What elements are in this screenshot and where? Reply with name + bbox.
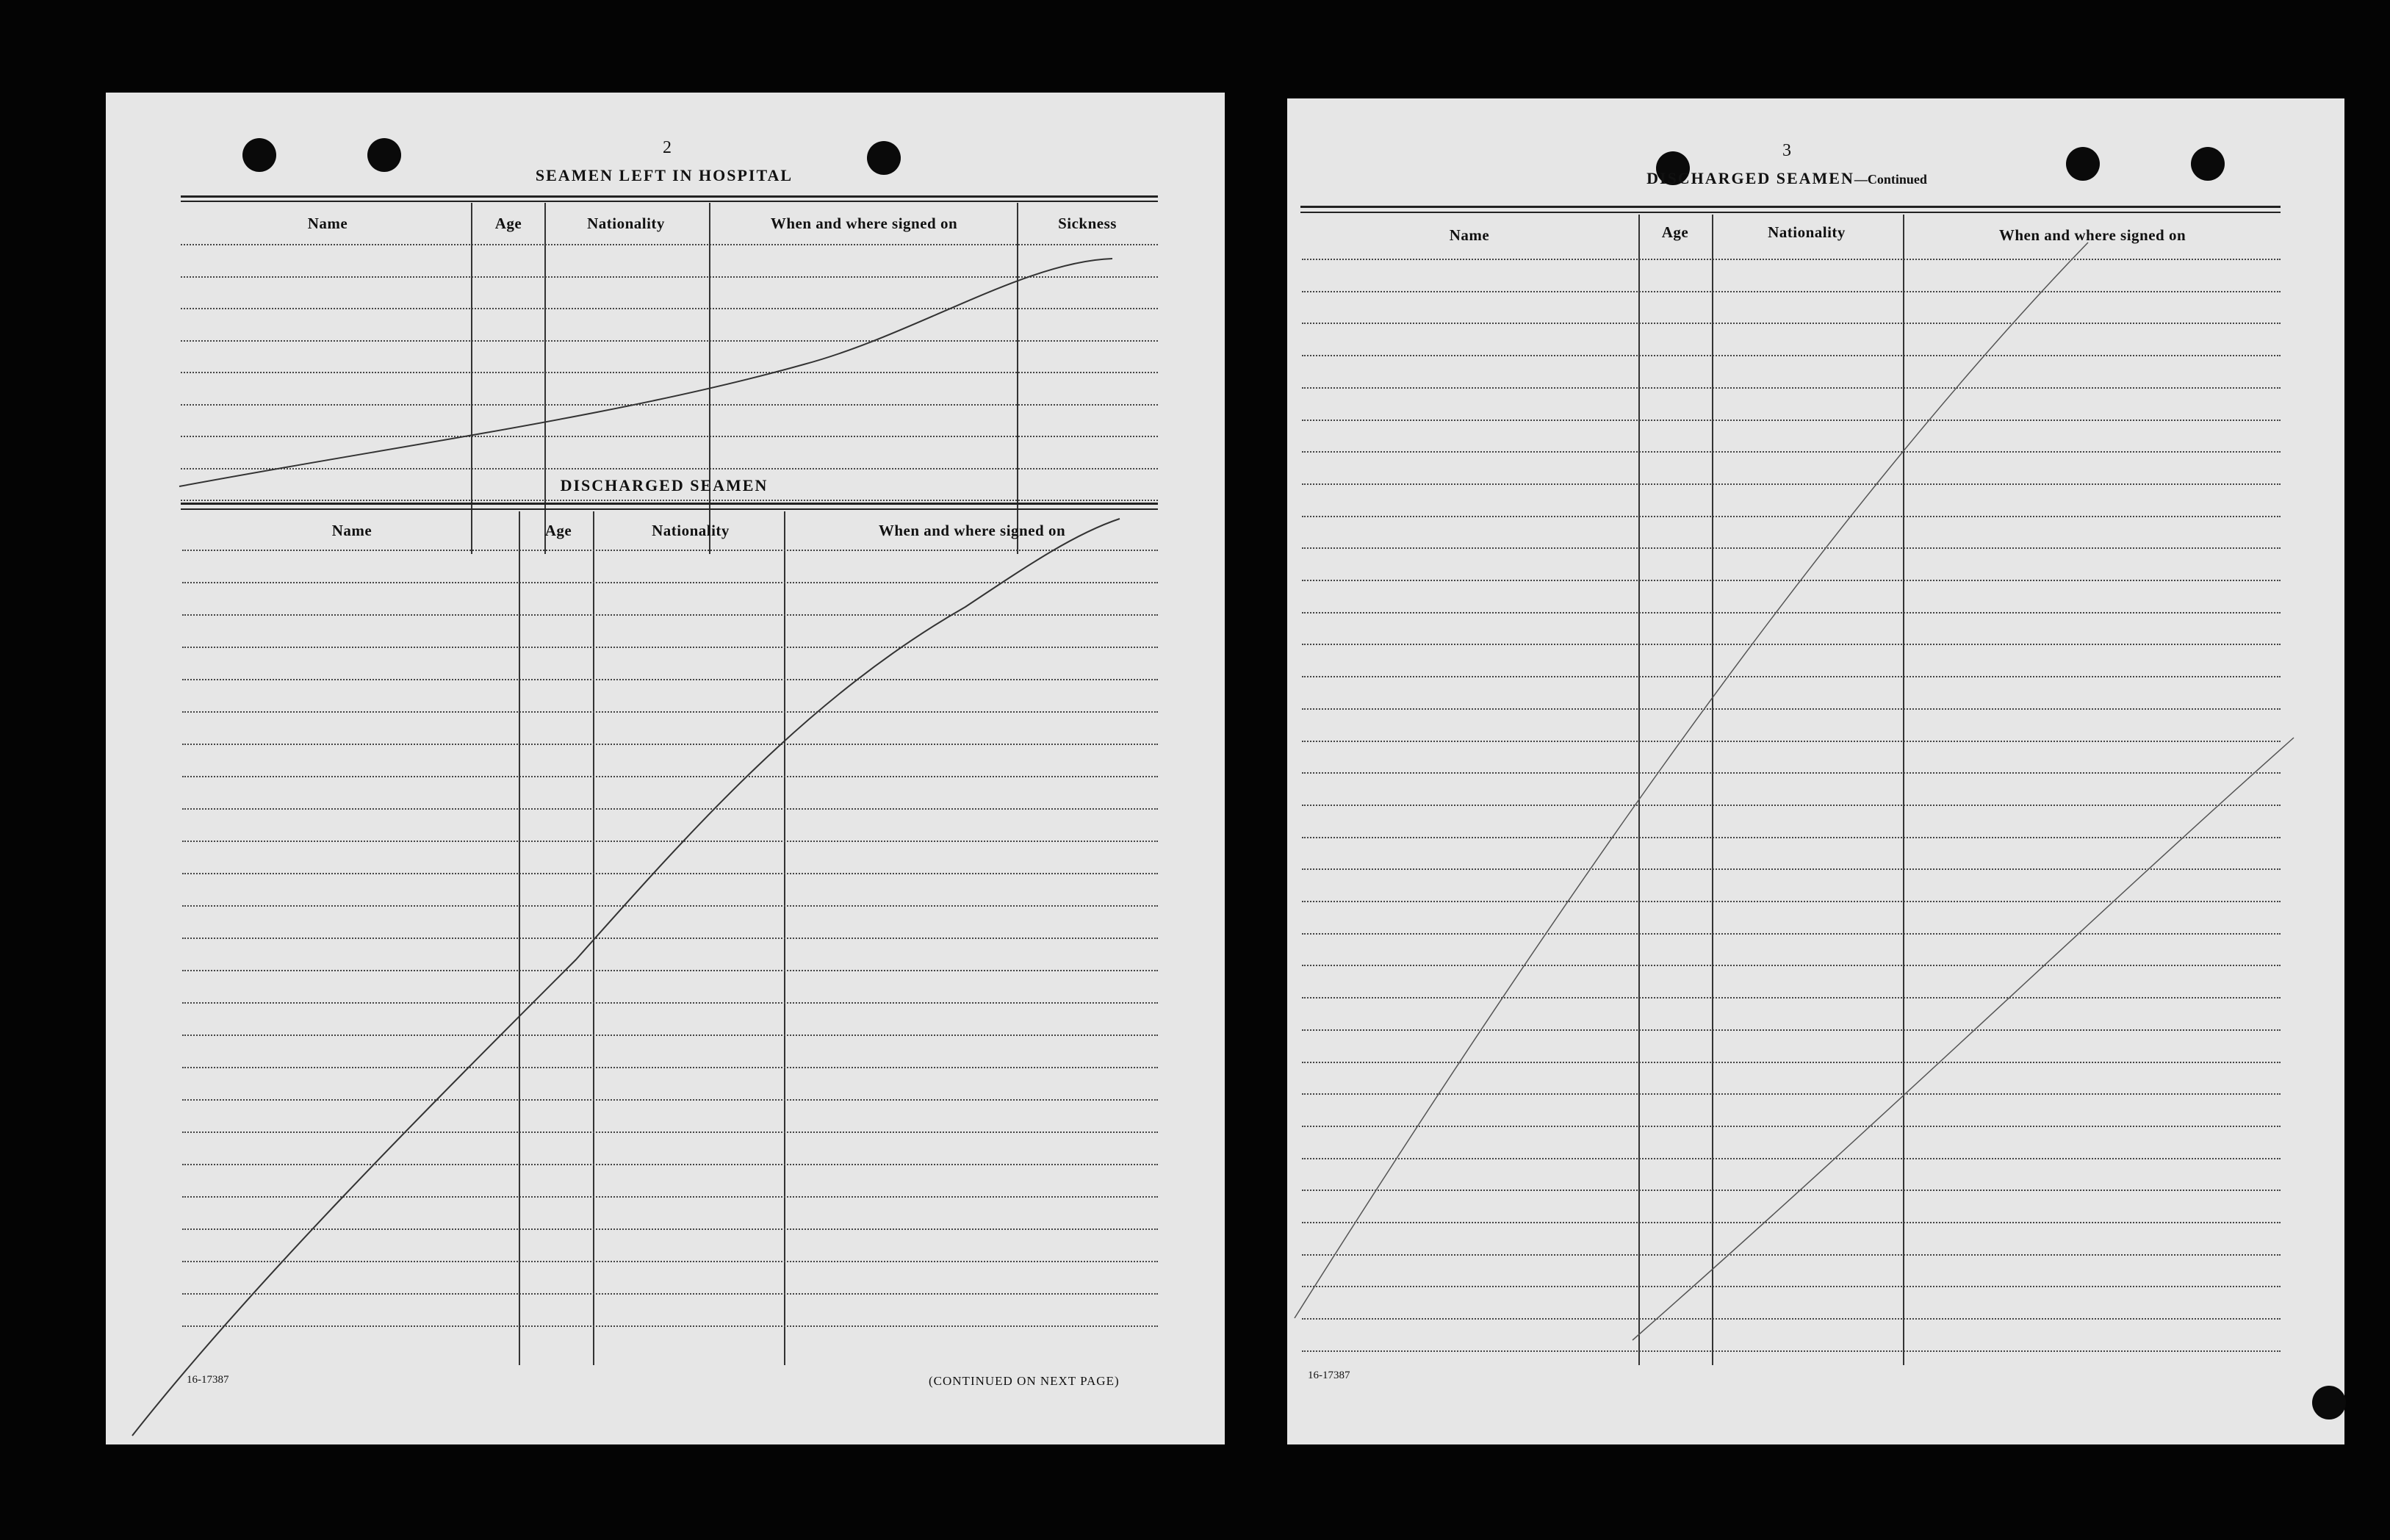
page-number: 3 xyxy=(1782,141,1791,160)
column-header-when-where: When and where signed on xyxy=(770,215,958,232)
continued-note: (CONTINUED ON NEXT PAGE) xyxy=(929,1374,1120,1388)
page-number: 2 xyxy=(663,138,672,157)
column-header-age: Age xyxy=(544,522,572,539)
column-header-when-where: When and where signed on xyxy=(1998,226,2186,244)
column-header-age: Age xyxy=(1661,223,1689,241)
right-page xyxy=(1287,98,2344,1444)
column-header-nationality: Nationality xyxy=(587,215,665,232)
discharged-section-title: DISCHARGED SEAMEN xyxy=(560,476,769,494)
column-header-when-where: When and where signed on xyxy=(878,522,1066,539)
column-header-age: Age xyxy=(494,215,522,232)
left-page xyxy=(106,93,1225,1444)
form-number: 16-17387 xyxy=(187,1374,229,1386)
page-title-suffix: —Continued xyxy=(1854,172,1927,187)
column-header-nationality: Nationality xyxy=(652,522,730,539)
strike-through-mark xyxy=(1287,98,2344,1444)
strike-through-mark xyxy=(106,93,1225,1444)
column-header-name: Name xyxy=(331,522,372,539)
page-title-text: DISCHARGED SEAMEN xyxy=(1646,169,1854,187)
column-header-name: Name xyxy=(307,215,348,232)
column-header-sickness: Sickness xyxy=(1058,215,1117,232)
column-header-name: Name xyxy=(1449,226,1490,244)
form-number: 16-17387 xyxy=(1308,1370,1350,1381)
hospital-section-title: SEAMEN LEFT IN HOSPITAL xyxy=(535,166,793,184)
column-header-nationality: Nationality xyxy=(1768,223,1846,241)
